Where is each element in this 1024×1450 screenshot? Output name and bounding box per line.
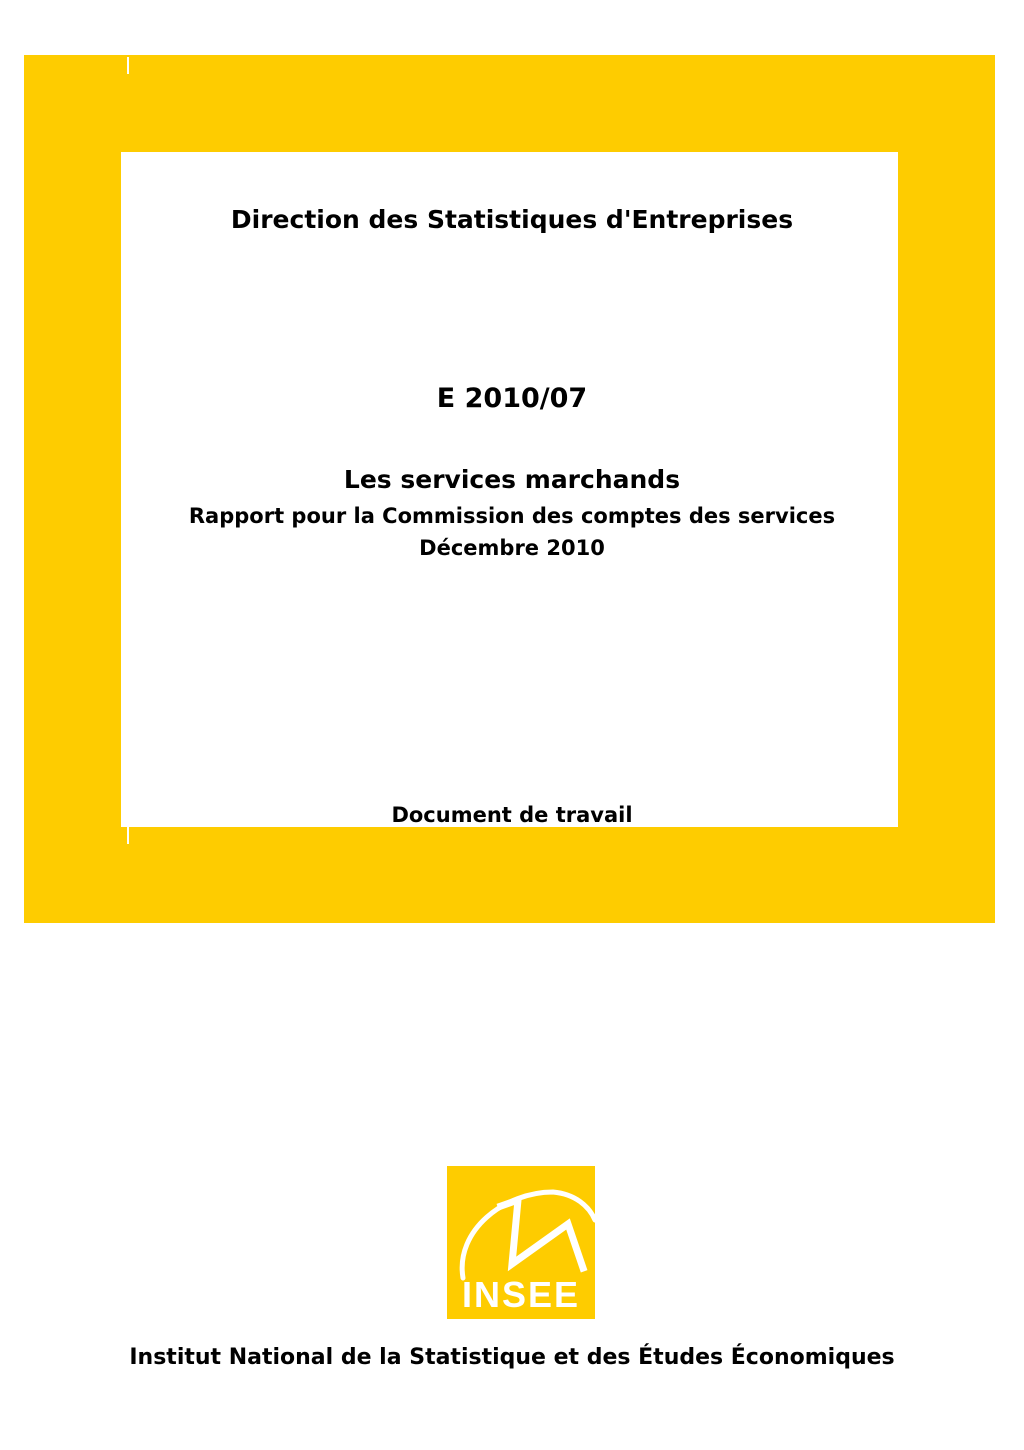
insee-logo-text: INSEE <box>461 1274 581 1315</box>
report-title: Les services marchands <box>343 465 681 494</box>
insee-logo <box>447 1166 595 1319</box>
document-code: E 2010/07 <box>436 383 588 414</box>
report-subtitle: Rapport pour la Commission des comptes des services <box>188 504 836 528</box>
institute-name: Institut National de la Statistique et des Études Économiques <box>129 1345 895 1370</box>
directorate-title: Direction des Statistiques d'Entreprises <box>230 205 794 234</box>
frame-mark-top <box>127 57 129 74</box>
document-type: Document de travail <box>391 803 633 827</box>
report-date: Décembre 2010 <box>419 536 605 560</box>
frame-mark-bottom <box>127 826 129 844</box>
